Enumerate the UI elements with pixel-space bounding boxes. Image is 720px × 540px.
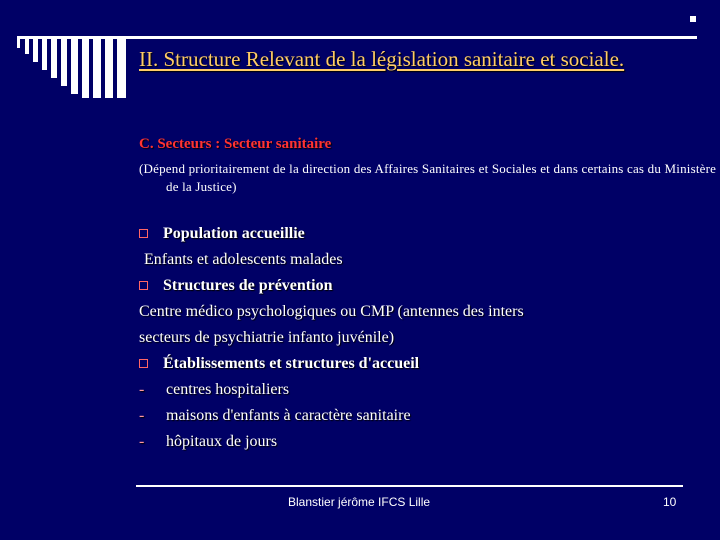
dash-marker: - [139, 381, 145, 398]
footer-divider [136, 485, 683, 487]
stripe-bar [33, 36, 38, 62]
list-item [139, 221, 699, 247]
dash-marker: - [139, 433, 145, 450]
sub-item-day-hospitals: hôpitaux de jours [166, 433, 278, 450]
square-bullet-icon [139, 359, 148, 368]
slide-content [139, 221, 699, 455]
section-subheading: C. Secteurs : Secteur sanitaire [139, 136, 332, 152]
list-item [139, 273, 699, 299]
page-number: 10 [663, 495, 677, 509]
stripe-bar [25, 36, 29, 54]
stripe-bar [61, 36, 67, 86]
prevention-text-1: Centre médico psychologiques ou CMP (antennes des inters [139, 303, 524, 320]
list-item [139, 403, 699, 429]
stripe-bar [105, 36, 113, 98]
sub-item-children-homes: maisons d'enfants à caractère sanitaire [166, 407, 411, 424]
dash-marker: - [139, 407, 145, 424]
prevention-text-2: secteurs de psychiatrie infanto juvénile) [139, 329, 395, 346]
stripe-bar [71, 36, 78, 94]
stripe-corner-mark [690, 16, 696, 22]
etablissements-heading: Établissements et structures d'accueil [163, 355, 420, 372]
stripe-bar [117, 36, 126, 98]
list-item [139, 377, 699, 403]
sub-item-hospitals: centres hospitaliers [166, 381, 290, 398]
footer-author: Blanstier jérôme IFCS Lille [288, 495, 431, 509]
list-item [139, 351, 699, 377]
slide-title: II. Structure Relevant de la législation sanitaire et sociale. [139, 47, 625, 71]
section-note: (Dépend prioritairement de la direction des Affaires Sanitaires et Sociales et dans certains cas du Ministère de la Justice) [139, 161, 717, 194]
stripe-bar [51, 36, 57, 78]
list-item [139, 429, 699, 455]
stripe-bar [42, 36, 47, 70]
list-item [139, 325, 699, 351]
stripe-bar [82, 36, 89, 98]
population-text: Enfants et adolescents malades [144, 251, 343, 268]
list-item [139, 247, 699, 273]
square-bullet-icon [139, 229, 148, 238]
stripe-bar [17, 36, 20, 48]
square-bullet-icon [139, 281, 148, 290]
population-heading: Population accueillie [163, 225, 305, 242]
prevention-heading: Structures de prévention [163, 277, 333, 294]
stripe-bar [93, 36, 101, 98]
list-item [139, 299, 699, 325]
